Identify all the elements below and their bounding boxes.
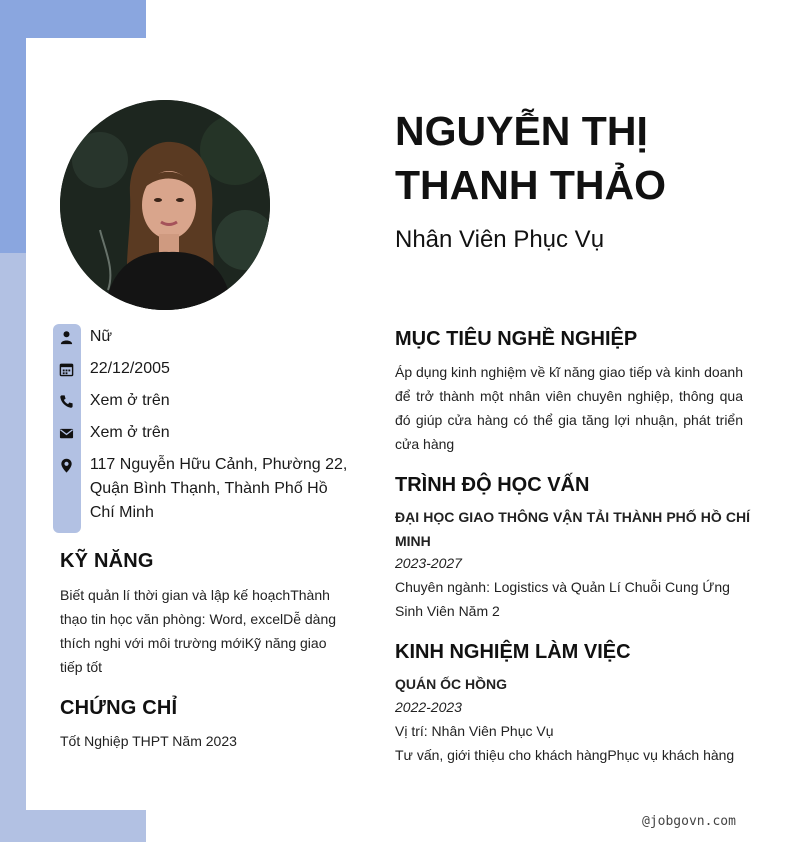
contact-address [53,453,353,525]
candidate-name: NGUYỄN THỊ THANH THẢO [395,108,667,208]
phone-value: Xem ở trên [89,392,170,409]
location-pin-icon [53,453,81,477]
address-value: 117 Nguyễn Hữu Cảnh, Phường 22, Quận Bình Thạnh, Thành Phố Hồ Chí Minh [89,456,348,521]
certificates-text: Tốt Nghiệp THPT Năm 2023 [60,733,237,749]
avatar [60,100,270,310]
objective-heading: MỤC TIÊU NGHỀ NGHIỆP [395,328,638,350]
contact-phone [53,389,353,413]
contact-gender [53,325,353,349]
experience-heading: KINH NGHIỆM LÀM VIỆC [395,641,631,663]
phone-icon [53,389,81,413]
education-note: Sinh Viên Năm 2 [395,603,500,619]
experience-company: QUÁN ỐC HỒNG [395,676,507,692]
experience-period: 2022-2023 [395,699,462,715]
experience-position: Vị trí: Nhân Viên Phục Vụ [395,723,554,739]
birthday-value: 22/12/2005 [89,360,170,377]
contact-birthday [53,357,353,381]
job-title: Nhân Viên Phục Vụ [395,226,605,253]
skills-text: Biết quản lí thời gian và lập kế hoạchThành thạo tin học văn phòng: Word, excelDễ dàng thích nghi với môi trường mớiKỹ năng giao tiếp tốt [60,587,337,675]
education-heading: TRÌNH ĐỘ HỌC VẤN [395,474,590,496]
certificates-heading: CHỨNG CHỈ [60,697,178,719]
education-period: 2023-2027 [395,555,462,571]
email-value: Xem ở trên [89,424,170,441]
skills-heading: KỸ NĂNG [60,550,154,572]
calendar-icon [53,357,81,381]
mail-icon [53,421,81,445]
avatar-photo [60,100,270,310]
person-icon [53,325,81,349]
objective-text: Áp dụng kinh nghiệm về kĩ năng giao tiếp và kinh doanh để trở thành một nhân viên chuyên nghiệp, thông qua đó giúp cửa hàng có thể gia tăng lợi nhuận, phát triển cửa hàng [395,364,743,452]
education-school: ĐẠI HỌC GIAO THÔNG VẬN TẢI THÀNH PHỐ HỒ CHÍ MINH [395,509,750,549]
education-major: Chuyên ngành: Logistics và Quản Lí Chuỗi Cung Ứng [395,579,730,595]
watermark: @jobgovn.com [642,814,736,829]
contact-email [53,421,353,445]
gender-value: Nữ [89,328,113,345]
experience-description: Tư vấn, giới thiệu cho khách hàngPhục vụ khách hàng [395,747,735,763]
